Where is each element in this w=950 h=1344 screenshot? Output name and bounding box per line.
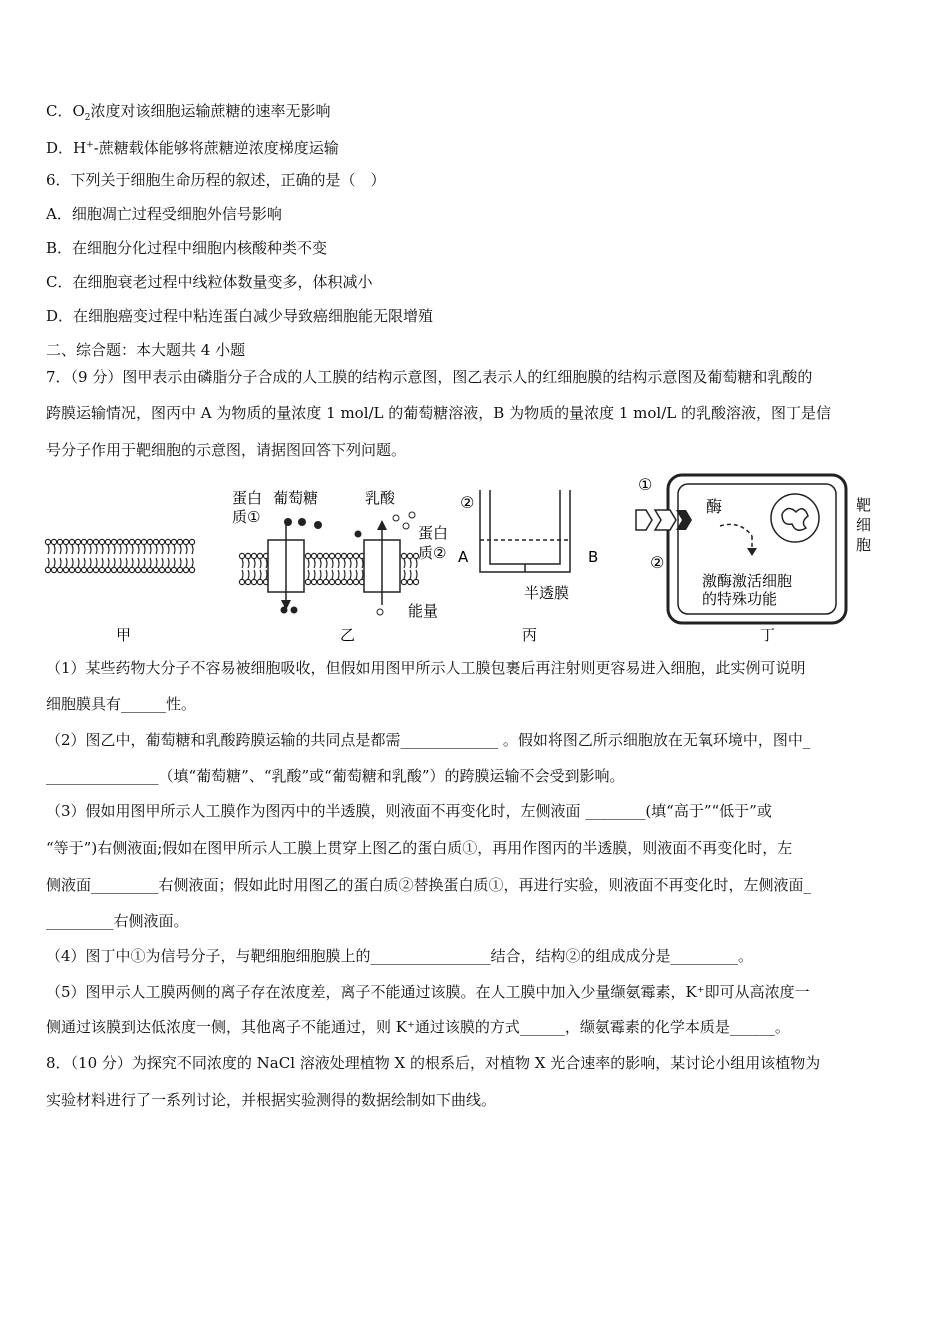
target-label-3: 胞 (856, 536, 872, 554)
enzyme-label: 酶 (706, 497, 723, 516)
target-label-2: 细 (856, 516, 872, 534)
membrane-jia (45, 539, 194, 572)
option-c: C．$O_2$浓度对该细胞运输蔗糖的速率无影响 (46, 102, 331, 123)
q8-line1: 8．（10 分）为探究不同浓度的 NaCl 溶液处理植物 X 的根系后，对植物 X 光合速率的影响，某讨论小组用该植物为 (46, 1054, 821, 1072)
q7-part4: （4）图丁中①为信号分子，与靶细胞细胞膜上的________________结合，结构②的组成成分是_________。 (46, 947, 754, 965)
q7-part3-line4: _________右侧液面。 (46, 912, 189, 930)
protein2-label-b: 质② (418, 544, 447, 562)
circle2-ding: ② (650, 553, 665, 572)
protein1-label-b: 质① (232, 508, 261, 526)
receptor (655, 510, 676, 530)
label-b: B (588, 548, 599, 566)
activate-label-2: 的特殊功能 (702, 590, 778, 608)
caption-jia: 甲 (116, 626, 132, 644)
nucleus (771, 494, 819, 542)
q7-stem-line1: 7．（9 分）图甲表示由磷脂分子合成的人工膜的结构示意图，图乙表示人的红细胞膜的结构示意图及葡萄糖和乳酸的 (46, 368, 813, 386)
lactic-label: 乳酸 (365, 489, 396, 507)
q6-option-d: D．在细胞癌变过程中粘连蛋白减少导致癌细胞能无限增殖 (46, 307, 434, 325)
protein1-label: 蛋白 (232, 489, 263, 507)
energy-label: 能量 (408, 602, 439, 620)
caption-bing: 丙 (522, 626, 538, 644)
q6-stem: 6．下列关于细胞生命历程的叙述，正确的是（ ） (46, 171, 386, 189)
label-a: A (458, 548, 469, 566)
q7-part3-line3: 侧液面_________右侧液面；假如此时用图乙的蛋白质②替换蛋白质①，再进行实验，则液面不再变化时，左侧液面_ (46, 876, 812, 894)
q6-option-c: C．在细胞衰老过程中线粒体数量变多，体积减小 (46, 273, 373, 291)
q7-part1-line2: 细胞膜具有______性。 (46, 695, 197, 713)
q7-part3-line1: （3）假如用图甲所示人工膜作为图丙中的半透膜，则液面不再变化时，左侧液面 ________(填“高于”“低于”或 (46, 802, 772, 820)
q8-line2: 实验材料进行了一系列讨论，并根据实验测得的数据绘制如下曲线。 (46, 1091, 497, 1109)
q7-stem-line2: 跨膜运输情况，图丙中 A 为物质的量浓度 1 mol/L 的葡萄糖溶液，B 为物质的量浓度 1 mol/L 的乳酸溶液，图丁是信 (46, 404, 831, 422)
figure-panel (40, 470, 920, 650)
u-tube (480, 490, 570, 572)
q7-part5-line1: （5）图甲示人工膜两侧的离子存在浓度差，离子不能通过该膜。在人工膜中加入少量缬氨霉素，K⁺即可从高浓度一 (46, 983, 810, 1001)
protein2-label: 蛋白 (418, 524, 449, 542)
q7-part2-line1: （2）图乙中，葡萄糖和乳酸跨膜运输的共同点是都需_____________ 。假如将图乙所示细胞放在无氧环境中，图中_ (46, 731, 811, 749)
target-label-1: 靶 (856, 496, 872, 514)
q7-stem-line3: 号分子作用于靶细胞的示意图，请据图回答下列问题。 (46, 441, 407, 459)
q7-part2-line2: _______________（填“葡萄糖”、“乳酸”或“葡萄糖和乳酸”）的跨膜运输不会受到影响。 (46, 767, 625, 785)
circle1-ding: ① (638, 475, 653, 494)
q6-option-a: A．细胞凋亡过程受细胞外信号影响 (46, 205, 282, 223)
q6-option-b: B．在细胞分化过程中细胞内核酸种类不变 (46, 239, 328, 257)
circle2-bing: ② (460, 493, 475, 512)
section-heading: 二、综合题：本大题共 4 小题 (46, 341, 246, 359)
signal-molecule (636, 510, 652, 530)
q7-part5-line2: 侧通过该膜到达低浓度一侧，其他离子不能通过，则 K⁺通过该膜的方式______，缬氨霉素的化学本质是______。 (46, 1018, 790, 1036)
caption-ding: 丁 (760, 626, 776, 644)
q7-part1-line1: （1）某些药物大分子不容易被细胞吸收，但假如用图甲所示人工膜包裹后再注射则更容易进入细胞，此实例可说明 (46, 659, 806, 677)
q7-part3-line2: “等于”)右侧液面;假如在图甲所示人工膜上贯穿上图乙的蛋白质①，再用作图丙的半透膜，则液面不再变化时，左 (46, 839, 793, 857)
option-d: D．H+-蔗糖载体能够将蔗糖逆浓度梯度运输 (46, 139, 339, 157)
activate-label-1: 激酶激活细胞 (702, 572, 793, 590)
semipermeable-label: 半透膜 (524, 584, 570, 602)
glucose-label: 葡萄糖 (273, 489, 319, 507)
caption-yi: 乙 (340, 626, 356, 644)
